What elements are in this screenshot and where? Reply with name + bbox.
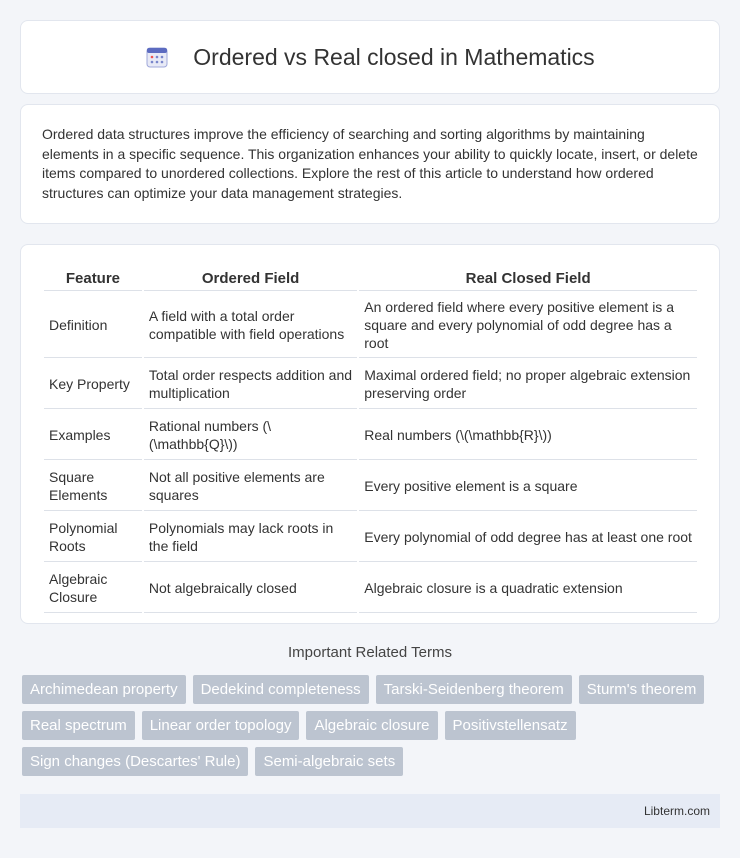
tag-archimedean-property[interactable]: Archimedean property [22, 675, 186, 704]
header-card [20, 20, 720, 94]
table-row [44, 360, 697, 409]
related-terms-title: Important Related Terms [288, 644, 452, 661]
cell-feature: Algebraic Closure [44, 564, 142, 613]
table-row [44, 462, 697, 511]
table-row [44, 513, 697, 562]
comparison-table [42, 265, 699, 615]
cell-real: Real numbers (\(\mathbb{R}\)) [359, 411, 697, 460]
tag-dedekind-completeness[interactable]: Dedekind completeness [193, 675, 369, 704]
related-terms-list [22, 675, 722, 776]
tag-semi-algebraic-sets[interactable]: Semi-algebraic sets [255, 747, 403, 776]
cell-real: Every polynomial of odd degree has at least one root [359, 513, 697, 562]
tag-linear-order-topology[interactable]: Linear order topology [142, 711, 300, 740]
cell-ordered: Not all positive elements are squares [144, 462, 357, 511]
tag-sign-changes[interactable]: Sign changes (Descartes' Rule) [22, 747, 248, 776]
header-feature: Feature [44, 267, 142, 291]
cell-real: Algebraic closure is a quadratic extension [359, 564, 697, 613]
cell-real: Maximal ordered field; no proper algebraic extension preserving order [359, 360, 697, 409]
cell-feature: Key Property [44, 360, 142, 409]
header-ordered-field: Ordered Field [144, 267, 357, 291]
cell-real: An ordered field where every positive element is a square and every polynomial of odd degree has a root [359, 293, 697, 358]
tag-real-spectrum[interactable]: Real spectrum [22, 711, 135, 740]
footer [20, 794, 720, 828]
cell-feature: Definition [44, 293, 142, 358]
intro-card [20, 104, 720, 224]
tag-algebraic-closure[interactable]: Algebraic closure [306, 711, 437, 740]
cell-ordered: A field with a total order compatible with field operations [144, 293, 357, 358]
cell-ordered: Polynomials may lack roots in the field [144, 513, 357, 562]
calendar-icon [145, 45, 169, 69]
cell-ordered: Rational numbers (\(\mathbb{Q}\)) [144, 411, 357, 460]
cell-ordered: Not algebraically closed [144, 564, 357, 613]
cell-feature: Polynomial Roots [44, 513, 142, 562]
table-row [44, 293, 697, 358]
page-title: Ordered vs Real closed in Mathematics [193, 43, 595, 70]
table-header-row [44, 267, 697, 291]
cell-feature: Examples [44, 411, 142, 460]
cell-ordered: Total order respects addition and multiplication [144, 360, 357, 409]
header-real-closed-field: Real Closed Field [359, 267, 697, 291]
comparison-card [20, 244, 720, 624]
intro-text: Ordered data structures improve the efficiency of searching and sorting algorithms by maintaining elements in a specific sequence. This organization enhances your ability to quickly locate, insert, or delete items compared to unordered collections. Explore the rest of this article to understand how ordered structures can optimize your data management strategies. [42, 126, 698, 201]
tag-tarski-seidenberg-theorem[interactable]: Tarski-Seidenberg theorem [376, 675, 572, 704]
tag-sturms-theorem[interactable]: Sturm's theorem [579, 675, 705, 704]
table-row [44, 564, 697, 613]
cell-feature: Square Elements [44, 462, 142, 511]
footer-brand[interactable]: Libterm.com [643, 804, 710, 818]
cell-real: Every positive element is a square [359, 462, 697, 511]
tag-positivstellensatz[interactable]: Positivstellensatz [445, 711, 576, 740]
table-row [44, 411, 697, 460]
